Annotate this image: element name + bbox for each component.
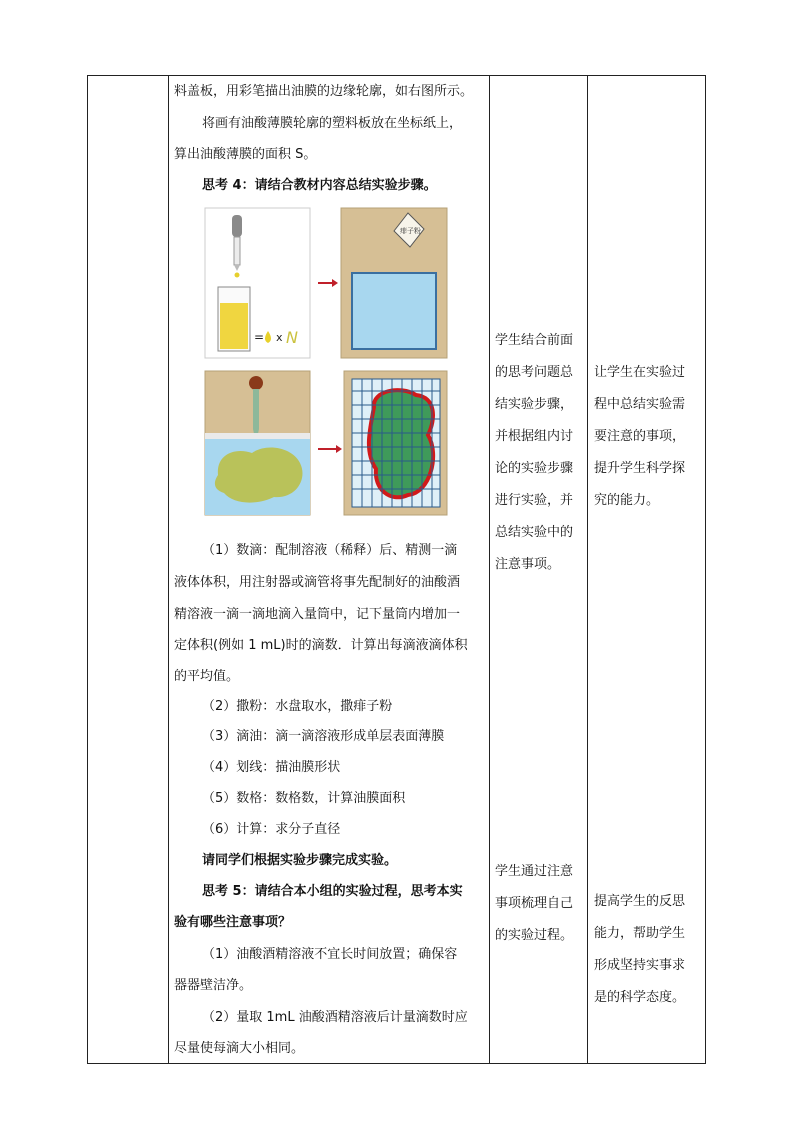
design-intent-line: 提高学生的反思 bbox=[594, 894, 686, 909]
body-text-line: （1）油酸酒精溶液不宜长时间放置；确保容 bbox=[202, 947, 458, 962]
formula-n: N bbox=[286, 328, 298, 347]
design-intent-line: 是的科学态度。 bbox=[594, 990, 686, 1005]
step-line: （6）计算：求分子直径 bbox=[202, 822, 341, 837]
design-intent-block bbox=[594, 357, 685, 517]
design-intent-line: 提升学生科学探 bbox=[594, 461, 686, 476]
body-text-line: （1）数滴：配制溶液（稀释）后、精测一滴 bbox=[202, 543, 458, 558]
step-line: （5）数格：数格数，计算油膜面积 bbox=[202, 791, 406, 806]
question-4-heading: 思考 4：请结合教材内容总结实验步骤。 bbox=[202, 178, 437, 193]
design-intent-line: 能力，帮助学生 bbox=[594, 926, 686, 941]
powder-water-panel bbox=[341, 208, 447, 358]
student-activity-block bbox=[495, 325, 573, 581]
student-activity-line: 的实验过程。 bbox=[495, 928, 574, 943]
body-text-line: 将画有油酸薄膜轮廓的塑料板放在坐标纸上， bbox=[202, 116, 463, 131]
column-divider-3 bbox=[587, 76, 588, 1063]
student-activity-line: 总结实验中的 bbox=[495, 525, 574, 540]
formula-x: x bbox=[276, 331, 283, 344]
student-activity-line: 注意事项。 bbox=[495, 557, 561, 572]
body-text-line: 算出油酸薄膜的面积 S。 bbox=[174, 147, 317, 162]
student-activity-line: 论的实验步骤 bbox=[495, 461, 574, 476]
body-text-line: 液体体积，用注射器或滴管将事先配制好的油酸酒 bbox=[174, 575, 461, 590]
question-5-heading: 验有哪些注意事项？ bbox=[174, 915, 292, 930]
body-text-line: （2）量取 1mL 油酸酒精溶液后计量滴数时应 bbox=[202, 1010, 468, 1025]
powder-badge: 痱子粉 bbox=[400, 227, 421, 235]
design-intent-line: 形成坚持实事求 bbox=[594, 958, 686, 973]
body-text-line: 精溶液一滴一滴地滴入量筒中，记下量筒内增加一 bbox=[174, 607, 461, 622]
design-intent-line: 要注意的事项， bbox=[594, 429, 686, 444]
grid-count-panel bbox=[344, 371, 447, 515]
experiment-steps-figure bbox=[204, 207, 448, 517]
student-activity-line: 进行实验，并 bbox=[495, 493, 574, 508]
design-intent-block bbox=[594, 886, 685, 1014]
body-text-line: 料盖板，用彩笔描出油膜的边缘轮廓，如右图所示。 bbox=[174, 84, 474, 99]
design-intent-line: 究的能力。 bbox=[594, 493, 660, 508]
student-activity-block bbox=[495, 856, 573, 952]
body-text-line: 的平均值。 bbox=[174, 669, 240, 684]
step-line: （2）撒粉：水盘取水，撒痱子粉 bbox=[202, 699, 393, 714]
student-activity-line: 并根据组内讨 bbox=[495, 429, 574, 444]
column-divider-2 bbox=[489, 76, 490, 1063]
student-activity-line: 结实验步骤， bbox=[495, 397, 574, 412]
formula-equals: = bbox=[254, 330, 265, 344]
student-activity-line: 的思考问题总 bbox=[495, 365, 574, 380]
design-intent-line: 程中总结实验需 bbox=[594, 397, 686, 412]
body-text-line: 器器壁洁净。 bbox=[174, 978, 253, 993]
question-5-heading: 思考 5：请结合本小组的实验过程，思考本实 bbox=[202, 884, 463, 899]
student-activity-line: 事项梳理自己 bbox=[495, 896, 574, 911]
design-intent-line: 让学生在实验过 bbox=[594, 365, 686, 380]
step-line: （3）滴油：滴一滴溶液形成单层表面薄膜 bbox=[202, 729, 445, 744]
column-divider-1 bbox=[168, 76, 169, 1063]
body-text-line: 定体积(例如 1 mL)时的滴数．计算出每滴液滴体积 bbox=[174, 638, 468, 653]
student-activity-line: 学生通过注意 bbox=[495, 864, 574, 879]
dropper-cylinder-panel bbox=[205, 208, 310, 358]
instruction-heading: 请同学们根据实验步骤完成实验。 bbox=[202, 853, 398, 868]
student-activity-line: 学生结合前面 bbox=[495, 333, 574, 348]
step-line: （4）划线：描油膜形状 bbox=[202, 760, 341, 775]
oil-drop-panel bbox=[205, 371, 310, 515]
body-text-line: 尽量使每滴大小相同。 bbox=[174, 1041, 305, 1056]
